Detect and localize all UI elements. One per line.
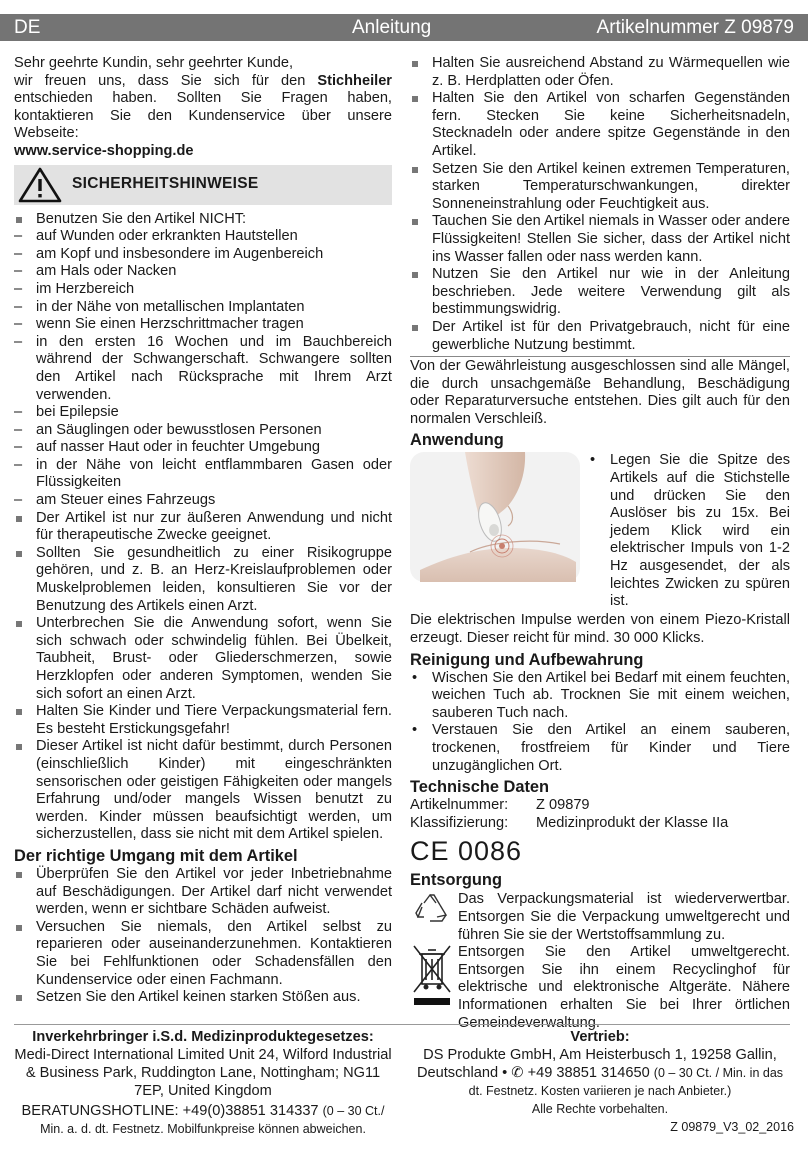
distributor-address: DS Produkte GmbH, Am Heisterbusch 1, 19258 Gallin, Deutschland • ✆ +49 38851 314650 [416,1047,777,1081]
website-link[interactable]: www.service-shopping.de [14,142,194,159]
list-item: Dieser Artikel ist nicht dafür bestimmt, durch Personen (einschließlich Kinder) mit eingeschränkten sensorischen oder geistigen Fähigkeiten oder mangels Erfahrung und/oder mangels Wissen benutzt zu werden. Kinder müssen beaufsichtigt werden, um sicherzustellen, dass sie nicht mit dem Artikel spielen. [14,738,392,844]
manufacturer-address: Medi-Direct International Limited Unit 24, Wilford Industrial & Business Park, Ruddington Lane, Nottingham; NG11 7EP, United Kingdom [14,1047,392,1099]
footer-divider [14,1024,790,1025]
article-number: Artikelnummer Z 09879 [596,17,794,38]
list-item: Der Artikel ist nur zur äußeren Anwendung und nicht für therapeutische Zwecke geeignet. [14,510,392,545]
cleaning-title: Reinigung und Aufbewahrung [410,650,644,669]
language-code: DE [14,17,41,38]
list-item: Halten Sie ausreichend Abstand zu Wärmequellen wie z. B. Herdplatten oder Öfen. [410,55,790,90]
not-list [14,228,392,510]
handling-title: Der richtige Umgang mit dem Artikel [14,846,298,865]
usage-block [410,452,790,612]
list-item: Unterbrechen Sie die Anwendung sofort, wenn Sie sich schwach oder schwindelig fühlen. Bei Übelkeit, Taubheit, Brust- oder Gliederschmerzen, sowie Herzklopfen oder anderen Symptomen, wenden Sie sich sofort an einen Arzt. [14,615,392,703]
list-item: – bei Epilepsie [14,404,392,422]
list-item: Der Artikel ist für den Privatgebrauch, nicht für eine gewerbliche Nutzung bestimmt. [410,319,790,354]
list-item: Versuchen Sie niemals, den Artikel selbst zu reparieren oder auseinanderzunehmen. Kontaktieren Sie bei Fehlfunktionen oder Schadensfällen den Kundenservice oder einen Fachmann. [14,919,392,989]
right-column [410,55,790,1032]
handling-list-continued [410,55,790,354]
list-item: Tauchen Sie den Artikel niemals in Wasser oder andere Flüssigkeiten! Stellen Sie sicher, dass der Artikel nicht ins Wasser fallen oder nass werden kann. [410,213,790,266]
tech-title: Technische Daten [410,778,550,797]
greeting: Sehr geehrte Kundin, sehr geehrter Kunde, [14,55,294,71]
list-item: – in der Nähe von metallischen Implantaten [14,299,392,317]
warranty-text: Von der Gewährleistung ausgeschlossen sind alle Mängel, die durch unsachgemäße Behandlung, Beschädigung oder Reparaturversuche entstehen. Dies gilt auch für den normalen Verschleiß. [410,358,790,427]
footer-left [14,1028,392,1138]
usage-illustration [410,452,580,582]
disposal-device [410,944,790,1032]
product-name: Stichheiler [317,72,392,89]
list-item: – am Steuer eines Fahrzeugs [14,492,392,510]
list-item: – wenn Sie einen Herzschrittmacher tragen [14,316,392,334]
distributor-cost: (0 – 30 Ct. / Min. in das dt. Festnetz. Kosten variieren je nach Anbieter.) [468,1066,784,1098]
list-item: • Wischen Sie den Artikel bei Bedarf mit einem feuchten, weichen Tuch ab. Trocknen Sie mit einem weichen, sauberen Tuch nach. [410,670,790,723]
list-item: Halten Sie den Artikel von scharfen Gegenständen fern. Stecken Sie keine Sicherheitsnadeln, Stecknadeln oder andere spitze Gegenstände in den Artikel. [410,90,790,160]
left-column [14,55,392,1007]
list-item: Setzen Sie den Artikel keinen starken Stößen aus. [14,989,392,1007]
rights: Alle Rechte vorbehalten. [531,1102,669,1116]
list-item: – auf Wunden oder erkrankten Hautstellen [14,228,392,246]
version-code: Z 09879_V3_02_2016 [670,1120,794,1134]
disposal-packaging [410,891,790,944]
ce-mark: CE 0086 [410,836,523,867]
safety-title: SICHERHEITSHINWEISE [72,174,259,192]
usage-title: Anwendung [410,431,504,450]
safety-list [14,211,392,844]
usage-note: Die elektrischen Impulse werden von einem Piezo-Kristall erzeugt. Dieser reicht für mind. 30 000 Klicks. [410,612,790,647]
header-bar [0,14,808,41]
safety-header [14,165,392,205]
divider [410,356,790,357]
warning-icon [18,167,62,203]
list-item: – im Herzbereich [14,281,392,299]
list-item: – an Säuglingen oder bewusstlosen Personen [14,422,392,440]
list-item: Überprüfen Sie den Artikel vor jeder Inbetriebnahme auf Beschädigungen. Der Artikel darf nicht verwendet werden, wenn er sichtbare Schäden aufweist. [14,866,392,919]
list-item: – in den ersten 16 Wochen und im Bauchbereich während der Schwangerschaft. Schwangere sollten den Artikel nach Rücksprache mit Ihrem Arzt verwenden. [14,334,392,404]
list-item: Benutzen Sie den Artikel NICHT: – auf Wunden oder erkrankten Hautstellen – am Kopf und insbesondere im Augenbereich – am Hals oder Nacken – im Herzbereich – in der Nähe von metallischen Implantaten – wenn Sie einen Herzschrittmacher tragen – in den ersten 16 Wochen und im Bauchbereich während der Schwangerschaft. Schwangere sollten den Artikel nach Rücksprache mit Ihrem Arzt verwenden. – bei Epilepsie – an Säuglingen oder bewusstlosen Personen – auf nasser Haut oder in feuchter Umgebung – in der Nähe von leicht entflammbaren Gasen oder Flüssigkeiten – am Steuer eines Fahrzeugs [14,211,392,510]
list-item: Halten Sie Kinder und Tiere Verpackungsmaterial fern. Es besteht Erstickungsgefahr! [14,703,392,738]
list-item: • Legen Sie die Spitze des Artikels auf die Stichstelle und drücken Sie den Auslöser bis zu 15x. Bei jedem Klick wird ein elektrischer Impuls von 1-2 Hz ausgesendet, der als leichtes Zwicken zu spüren ist. [588,452,790,610]
tech-row: Klassifizierung: Medizinprodukt der Klasse IIa [410,814,729,831]
list-item: – am Hals oder Nacken [14,263,392,281]
footer-right [410,1028,790,1118]
recycling-icon [410,891,454,925]
hotline-cost: (0 – 30 Ct./ Min. a. d. dt. Festnetz. Mobilfunkpreise können abweichen. [40,1104,385,1136]
list-item: • Verstauen Sie den Artikel an einem sauberen, trockenen, frostfreiem für Kinder und Tiere unzugänglichen Ort. [410,722,790,775]
list-item: – auf nasser Haut oder in feuchter Umgebung [14,439,392,457]
disposal-device-text: Entsorgen Sie den Artikel umweltgerecht. Entsorgen Sie ihn einem Recyclinghof für elektrische und elektronische Altgeräte. Nähere Informationen erhalten Sie bei Ihrer örtlichen Gemeindeverwaltung. [458,944,790,1031]
list-item: – in der Nähe von leicht entflammbaren Gasen oder Flüssigkeiten [14,457,392,492]
cleaning-list [410,670,790,776]
doc-title: Anleitung [352,17,432,38]
disposal-title: Entsorgung [410,871,502,890]
usage-list [588,452,790,610]
tech-row: Artikelnummer: Z 09879 [410,797,590,814]
list-item: Setzen Sie den Artikel keinen extremen Temperaturen, starken Temperaturschwankungen, direkter Sonneneinstrahlung oder Feuchtigkeit aus. [410,161,790,214]
hotline: BERATUNGSHOTLINE: +49(0)38851 314337 [21,1103,319,1119]
list-item: – am Kopf und insbesondere im Augenbereich [14,246,392,264]
handling-list [14,866,392,1007]
manufacturer-title: Inverkehrbringer i.S.d. Medizinproduktegesetzes: [32,1029,374,1045]
list-item: Sollten Sie gesundheitlich zu einer Risikogruppe gehören, und z. B. an Herz-Kreislaufproblemen oder Muskelproblemen leiden, konsultieren Sie vor der Benutzung des Artikels einen Arzt. [14,545,392,615]
disposal-packaging-text: Das Verpackungsmaterial ist wiederverwertbar. Entsorgen Sie die Verpackung umweltgerecht und führen Sie sie der Wertstoffsammlung zu. [458,891,790,943]
list-item: Nutzen Sie den Artikel nur wie in der Anleitung beschrieben. Jede weitere Verwendung gilt als bestimmungswidrig. [410,266,790,319]
weee-bin-icon [410,944,454,1018]
intro-text: wir freuen uns, dass Sie sich für den Stichheiler entschieden haben. Sollten Sie Fragen haben, kontaktieren Sie den Kundenservice über unsere Webseite: [14,72,392,142]
distributor-title: Vertrieb: [570,1029,630,1045]
